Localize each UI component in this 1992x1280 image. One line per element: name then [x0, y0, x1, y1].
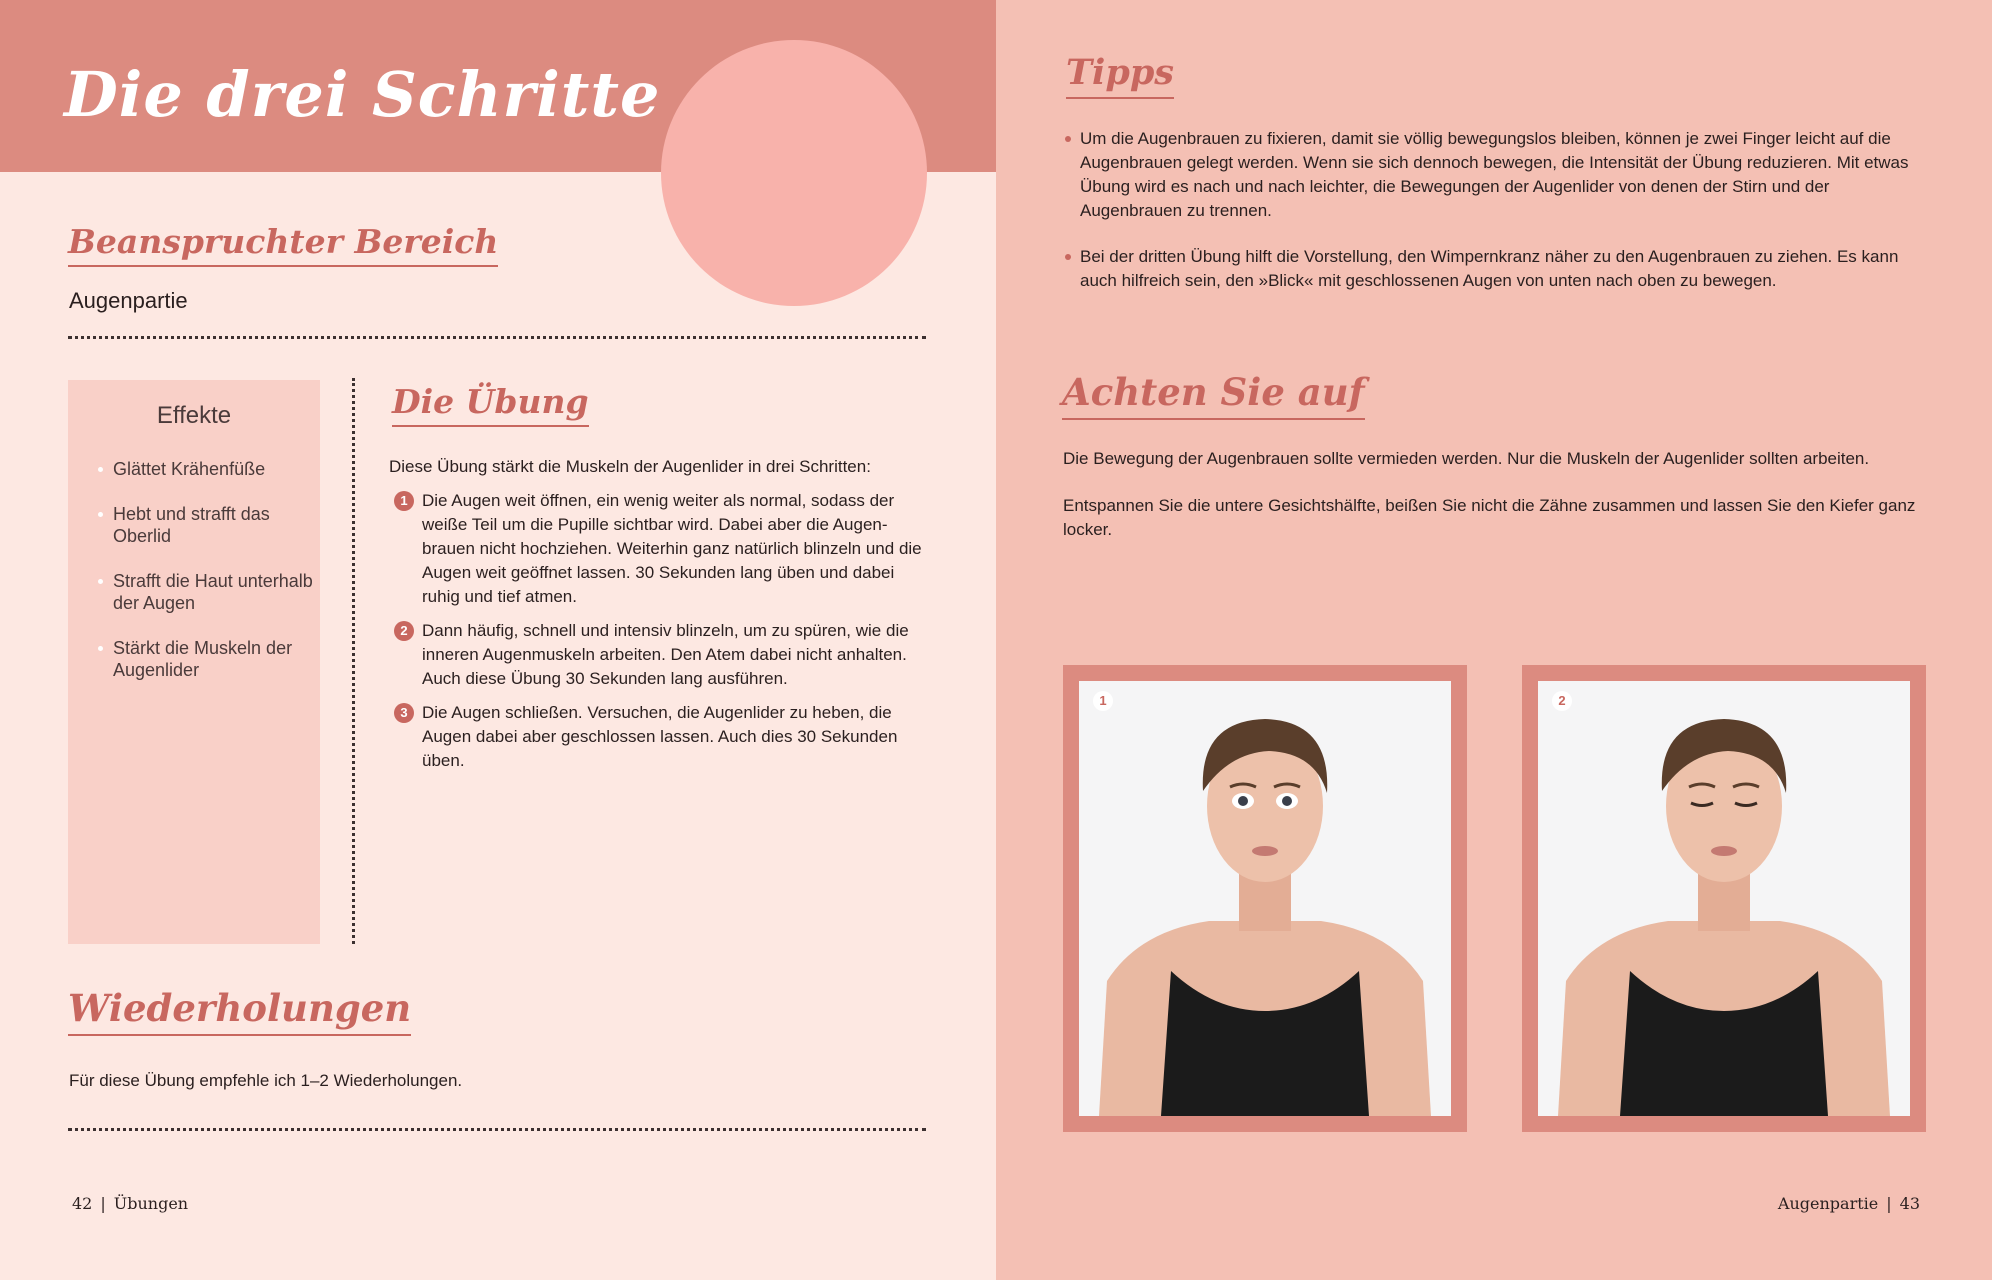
step-number-badge: 3	[394, 703, 414, 723]
effekte-item: Strafft die Haut unterhalb der Augen	[113, 571, 313, 613]
step-text: Die Augen weit öffnen, ein wenig weiter als normal, sodass der weiße Teil um die Pupille sichtbar wird. Dabei aber die Augenbrauen nicht hochziehen. Weiterhin ganz natürlich blinzeln und die Augen weit geöffnet lassen. 30 Sekunden lang üben und dabei ruhig und tief atmen.	[422, 491, 922, 606]
step-text: Die Augen schließen. Versuchen, die Augenlider zu heben, die Augen dabei aber geschlossen lassen. Auch dies 30 Sekunden üben.	[422, 703, 898, 770]
footer-section: Augenpartie	[1777, 1194, 1879, 1213]
achten-paragraph: Die Bewegung der Augenbrauen sollte vermieden werden. Nur die Muskeln der Augenlider sollten arbeiten.	[1063, 449, 1870, 468]
effekte-item: Stärkt die Muskeln der Augenlider	[113, 637, 313, 681]
footer-right	[1778, 1194, 1920, 1213]
dotted-divider	[68, 1128, 926, 1131]
step-number-badge: 2	[394, 621, 414, 641]
step-item	[394, 489, 934, 609]
effekte-item: Hebt und strafft das Oberlid	[113, 503, 313, 547]
wiederholungen-heading: Wiederholungen	[68, 986, 411, 1036]
photo-number-badge: 2	[1552, 691, 1572, 711]
page-number: 43	[1899, 1194, 1920, 1213]
achten-heading: Achten Sie auf	[1062, 370, 1365, 420]
photo-frame-2	[1522, 665, 1926, 1132]
tipps-heading: Tipps	[1066, 52, 1174, 99]
footer-separator: |	[1886, 1194, 1892, 1213]
tipps-item: Um die Augenbrauen zu fixieren, damit sie völlig bewegungslos bleiben, können je zwei Finger leicht auf die Augenbrauen gelegt werden. Wenn sie sich dennoch bewegen, die Intensität der Übung reduzieren. Mit etwas Übung wird es nach und nach leichter, die Bewegungen der Augenlider von denen der Stirn und der Augenbrauen zu trennen.	[1080, 127, 1910, 223]
right-page	[996, 0, 1992, 1280]
footer-separator: |	[100, 1194, 106, 1213]
step-number-badge: 1	[394, 491, 414, 511]
woman-portrait-illustration	[1538, 681, 1910, 1116]
wiederholungen-text: Für diese Übung empfehle ich 1–2 Wiederholungen.	[69, 1071, 463, 1090]
step-item	[394, 701, 934, 773]
achten-paragraph: Entspannen Sie die untere Gesichtshälfte, beißen Sie nicht die Zähne zusammen und lassen Sie den Kiefer ganz locker.	[1063, 496, 1916, 539]
photo-number-badge: 1	[1093, 691, 1113, 711]
effekte-item: Glättet Krähenfüße	[113, 458, 313, 480]
tipps-item: Bei der dritten Übung hilft die Vorstellung, den Wimpernkranz näher zu den Augenbrauen zu ziehen. Es kann auch hilfreich sein, den »Blick« mit geschlossenen Augen von unten nach oben zu bewegen.	[1080, 245, 1910, 293]
footer-left	[72, 1194, 188, 1213]
woman-portrait-illustration	[1079, 681, 1451, 1116]
bereich-heading: Beanspruchter Bereich	[68, 222, 498, 267]
step-item	[394, 619, 934, 691]
steps-list	[394, 489, 934, 783]
effekte-title: Effekte	[156, 402, 232, 429]
page-number: 42	[72, 1194, 93, 1213]
photo-frame-1	[1063, 665, 1467, 1132]
tipps-list	[1080, 127, 1910, 315]
effekte-box	[68, 380, 320, 944]
bereich-value: Augenpartie	[69, 288, 188, 313]
effekte-list	[113, 458, 313, 704]
page-title: Die drei Schritte	[64, 58, 661, 131]
decorative-circle	[661, 40, 927, 306]
footer-section: Übungen	[113, 1194, 189, 1213]
uebung-heading: Die Übung	[392, 382, 589, 427]
vertical-dotted-divider	[352, 378, 355, 944]
dotted-divider	[68, 336, 926, 339]
uebung-intro: Diese Übung stärkt die Muskeln der Augenlider in drei Schritten:	[389, 457, 871, 476]
step-text: Dann häufig, schnell und intensiv blinzeln, um zu spüren, wie die inneren Augenmuskeln arbeiten. Den Atem dabei nicht anhalten. Auch diese Übung 30 Sekunden lang ausführen.	[422, 621, 909, 688]
photo-eyes-open	[1079, 681, 1451, 1116]
photo-eyes-closed	[1538, 681, 1910, 1116]
